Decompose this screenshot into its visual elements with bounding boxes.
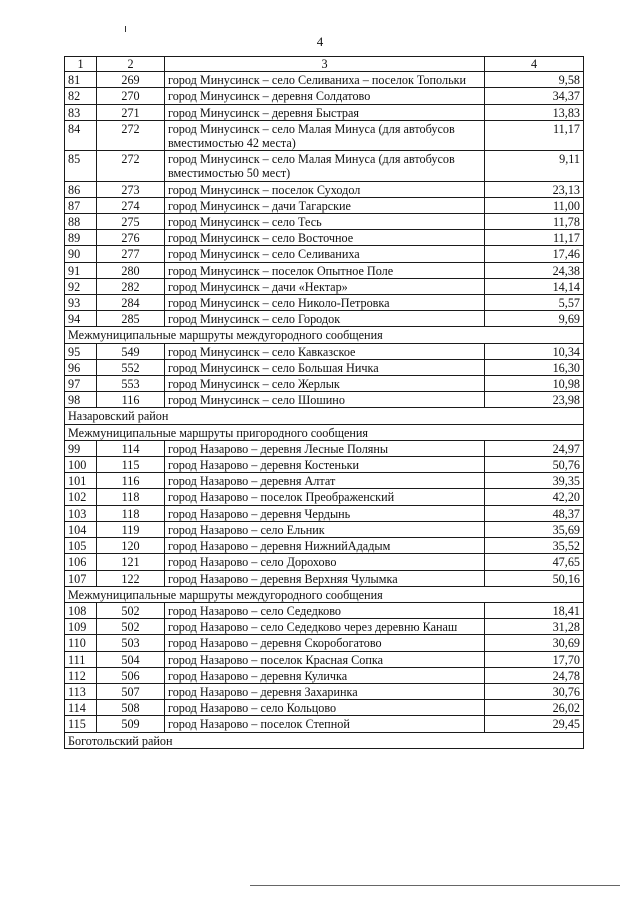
table-row (65, 214, 584, 230)
route-name-cell: город Минусинск – деревня Солдатово (165, 88, 485, 104)
tariff-value-cell: 50,16 (485, 570, 584, 586)
route-name-cell: город Минусинск – село Шошино (165, 392, 485, 408)
tariff-value-cell: 23,98 (485, 392, 584, 408)
route-name-cell: город Минусинск – поселок Суходол (165, 181, 485, 197)
row-number-cell: 92 (65, 278, 97, 294)
route-code-cell: 269 (97, 72, 165, 88)
row-number-cell: 97 (65, 376, 97, 392)
route-code-cell: 114 (97, 440, 165, 456)
section-row (65, 327, 584, 343)
tariff-value-cell: 30,76 (485, 683, 584, 699)
section-row (65, 408, 584, 424)
table-row (65, 683, 584, 699)
tariff-value-cell: 17,46 (485, 246, 584, 262)
route-name-cell: город Назарово – деревня Верхняя Чулымка (165, 570, 485, 586)
route-name-cell: город Минусинск – село Николо-Петровка (165, 295, 485, 311)
route-name-cell: город Назарово – село Седедково через деревню Канаш (165, 619, 485, 635)
header-cell-2: 2 (97, 57, 165, 72)
route-name-cell: город Назарово – деревня Скоробогатово (165, 635, 485, 651)
section-title: Межмуниципальные маршруты пригородного сообщения (65, 424, 584, 440)
table-row (65, 181, 584, 197)
tariff-value-cell: 11,17 (485, 120, 584, 150)
table-row (65, 651, 584, 667)
table-row (65, 104, 584, 120)
tariff-value-cell: 50,76 (485, 457, 584, 473)
route-code-cell: 122 (97, 570, 165, 586)
route-code-cell: 507 (97, 683, 165, 699)
tariff-value-cell: 23,13 (485, 181, 584, 197)
row-number-cell: 104 (65, 521, 97, 537)
table-row (65, 246, 584, 262)
section-title: Назаровский район (65, 408, 584, 424)
table-row (65, 88, 584, 104)
tariff-value-cell: 11,00 (485, 197, 584, 213)
tariff-value-cell: 10,34 (485, 343, 584, 359)
route-code-cell: 553 (97, 376, 165, 392)
section-title: Боготольский район (65, 732, 584, 748)
row-number-cell: 110 (65, 635, 97, 651)
tariff-value-cell: 24,78 (485, 667, 584, 683)
row-number-cell: 84 (65, 120, 97, 150)
route-name-cell: город Минусинск – поселок Опытное Поле (165, 262, 485, 278)
row-number-cell: 107 (65, 570, 97, 586)
row-number-cell: 96 (65, 359, 97, 375)
route-code-cell: 280 (97, 262, 165, 278)
route-code-cell: 272 (97, 151, 165, 181)
row-number-cell: 113 (65, 683, 97, 699)
route-name-cell: город Назарово – село Дорохово (165, 554, 485, 570)
row-number-cell: 88 (65, 214, 97, 230)
routes-table-body (65, 57, 584, 749)
route-code-cell: 120 (97, 538, 165, 554)
tariff-value-cell: 29,45 (485, 716, 584, 732)
route-name-cell: город Назарово – деревня Лесные Поляны (165, 440, 485, 456)
row-number-cell: 103 (65, 505, 97, 521)
scan-mark-top (125, 26, 126, 32)
row-number-cell: 105 (65, 538, 97, 554)
route-code-cell: 552 (97, 359, 165, 375)
row-number-cell: 87 (65, 197, 97, 213)
tariff-value-cell: 35,69 (485, 521, 584, 537)
route-code-cell: 502 (97, 619, 165, 635)
tariff-value-cell: 26,02 (485, 700, 584, 716)
tariff-value-cell: 17,70 (485, 651, 584, 667)
route-name-cell: город Минусинск – село Большая Ничка (165, 359, 485, 375)
row-number-cell: 109 (65, 619, 97, 635)
route-code-cell: 503 (97, 635, 165, 651)
route-code-cell: 272 (97, 120, 165, 150)
tariff-value-cell: 42,20 (485, 489, 584, 505)
section-row (65, 586, 584, 602)
row-number-cell: 101 (65, 473, 97, 489)
table-row (65, 295, 584, 311)
tariff-value-cell: 5,57 (485, 295, 584, 311)
tariff-value-cell: 34,37 (485, 88, 584, 104)
table-row (65, 151, 584, 181)
tariff-value-cell: 35,52 (485, 538, 584, 554)
route-name-cell: город Назарово – деревня Куличка (165, 667, 485, 683)
route-name-cell: город Минусинск – село Тесь (165, 214, 485, 230)
row-number-cell: 83 (65, 104, 97, 120)
row-number-cell: 100 (65, 457, 97, 473)
route-code-cell: 509 (97, 716, 165, 732)
route-code-cell: 276 (97, 230, 165, 246)
table-row (65, 343, 584, 359)
route-code-cell: 115 (97, 457, 165, 473)
row-number-cell: 112 (65, 667, 97, 683)
row-number-cell: 90 (65, 246, 97, 262)
table-row (65, 473, 584, 489)
route-code-cell: 285 (97, 311, 165, 327)
tariff-value-cell: 9,11 (485, 151, 584, 181)
route-name-cell: город Назарово – деревня Костеньки (165, 457, 485, 473)
table-row (65, 538, 584, 554)
route-code-cell: 284 (97, 295, 165, 311)
header-cell-1: 1 (65, 57, 97, 72)
route-code-cell: 275 (97, 214, 165, 230)
route-name-cell: город Назарово – поселок Красная Сопка (165, 651, 485, 667)
tariff-value-cell: 16,30 (485, 359, 584, 375)
row-number-cell: 93 (65, 295, 97, 311)
tariff-value-cell: 30,69 (485, 635, 584, 651)
route-name-cell: город Минусинск – деревня Быстрая (165, 104, 485, 120)
section-title: Межмуниципальные маршруты междугородного сообщения (65, 586, 584, 602)
row-number-cell: 86 (65, 181, 97, 197)
route-name-cell: город Минусинск – село Восточное (165, 230, 485, 246)
route-name-cell: город Минусинск – село Кавказское (165, 343, 485, 359)
table-row (65, 505, 584, 521)
table-row (65, 120, 584, 150)
row-number-cell: 95 (65, 343, 97, 359)
route-code-cell: 508 (97, 700, 165, 716)
table-row (65, 602, 584, 618)
table-row (65, 392, 584, 408)
header-cell-3: 3 (165, 57, 485, 72)
route-code-cell: 273 (97, 181, 165, 197)
table-row (65, 72, 584, 88)
row-number-cell: 106 (65, 554, 97, 570)
header-cell-4: 4 (485, 57, 584, 72)
row-number-cell: 108 (65, 602, 97, 618)
route-name-cell: город Назарово – село Седедково (165, 602, 485, 618)
route-code-cell: 277 (97, 246, 165, 262)
section-row (65, 424, 584, 440)
table-row (65, 635, 584, 651)
route-name-cell: город Назарово – село Ельник (165, 521, 485, 537)
route-name-cell: город Назарово – деревня Алтат (165, 473, 485, 489)
row-number-cell: 89 (65, 230, 97, 246)
table-row (65, 554, 584, 570)
tariff-value-cell: 11,78 (485, 214, 584, 230)
table-row (65, 262, 584, 278)
route-code-cell: 270 (97, 88, 165, 104)
tariff-value-cell: 18,41 (485, 602, 584, 618)
route-name-cell: город Назарово – поселок Преображенский (165, 489, 485, 505)
table-row (65, 359, 584, 375)
tariff-value-cell: 11,17 (485, 230, 584, 246)
tariff-value-cell: 31,28 (485, 619, 584, 635)
section-row (65, 732, 584, 748)
table-row (65, 489, 584, 505)
row-number-cell: 85 (65, 151, 97, 181)
row-number-cell: 99 (65, 440, 97, 456)
tariff-value-cell: 9,69 (485, 311, 584, 327)
row-number-cell: 94 (65, 311, 97, 327)
route-name-cell: город Минусинск – дачи Тагарские (165, 197, 485, 213)
route-name-cell: город Минусинск – село Малая Минуса (для автобусов вместимостью 50 мест) (165, 151, 485, 181)
tariff-value-cell: 13,83 (485, 104, 584, 120)
table-row (65, 278, 584, 294)
route-name-cell: город Назарово – деревня НижнийАдадым (165, 538, 485, 554)
tariff-value-cell: 48,37 (485, 505, 584, 521)
routes-table (64, 56, 584, 749)
tariff-value-cell: 24,97 (485, 440, 584, 456)
table-row (65, 230, 584, 246)
table-row (65, 667, 584, 683)
route-name-cell: город Назарово – село Кольцово (165, 700, 485, 716)
row-number-cell: 115 (65, 716, 97, 732)
section-title: Межмуниципальные маршруты междугородного сообщения (65, 327, 584, 343)
table-header-row (65, 57, 584, 72)
route-code-cell: 271 (97, 104, 165, 120)
row-number-cell: 98 (65, 392, 97, 408)
route-code-cell: 274 (97, 197, 165, 213)
route-name-cell: город Минусинск – село Городок (165, 311, 485, 327)
route-name-cell: город Назарово – деревня Чердынь (165, 505, 485, 521)
row-number-cell: 91 (65, 262, 97, 278)
route-code-cell: 116 (97, 392, 165, 408)
route-name-cell: город Минусинск – село Малая Минуса (для автобусов вместимостью 42 места) (165, 120, 485, 150)
tariff-value-cell: 24,38 (485, 262, 584, 278)
table-row (65, 570, 584, 586)
route-code-cell: 116 (97, 473, 165, 489)
route-code-cell: 121 (97, 554, 165, 570)
tariff-value-cell: 10,98 (485, 376, 584, 392)
tariff-value-cell: 47,65 (485, 554, 584, 570)
table-row (65, 440, 584, 456)
tariff-value-cell: 39,35 (485, 473, 584, 489)
route-code-cell: 118 (97, 505, 165, 521)
route-code-cell: 119 (97, 521, 165, 537)
tariff-value-cell: 9,58 (485, 72, 584, 88)
route-name-cell: город Минусинск – село Селиваниха – поселок Топольки (165, 72, 485, 88)
row-number-cell: 111 (65, 651, 97, 667)
route-code-cell: 506 (97, 667, 165, 683)
table-row (65, 619, 584, 635)
row-number-cell: 82 (65, 88, 97, 104)
row-number-cell: 81 (65, 72, 97, 88)
route-code-cell: 504 (97, 651, 165, 667)
route-name-cell: город Минусинск – село Селиваниха (165, 246, 485, 262)
page-number: 4 (316, 34, 324, 49)
route-name-cell: город Назарово – поселок Степной (165, 716, 485, 732)
route-code-cell: 118 (97, 489, 165, 505)
route-code-cell: 282 (97, 278, 165, 294)
table-row (65, 521, 584, 537)
row-number-cell: 102 (65, 489, 97, 505)
scan-mark-bottom (250, 885, 620, 886)
route-code-cell: 549 (97, 343, 165, 359)
table-row (65, 700, 584, 716)
tariff-value-cell: 14,14 (485, 278, 584, 294)
table-row (65, 457, 584, 473)
route-code-cell: 502 (97, 602, 165, 618)
table-row (65, 716, 584, 732)
table-row (65, 311, 584, 327)
table-row (65, 197, 584, 213)
table-row (65, 376, 584, 392)
route-name-cell: город Минусинск – дачи «Нектар» (165, 278, 485, 294)
route-name-cell: город Минусинск – село Жерлык (165, 376, 485, 392)
row-number-cell: 114 (65, 700, 97, 716)
route-name-cell: город Назарово – деревня Захаринка (165, 683, 485, 699)
